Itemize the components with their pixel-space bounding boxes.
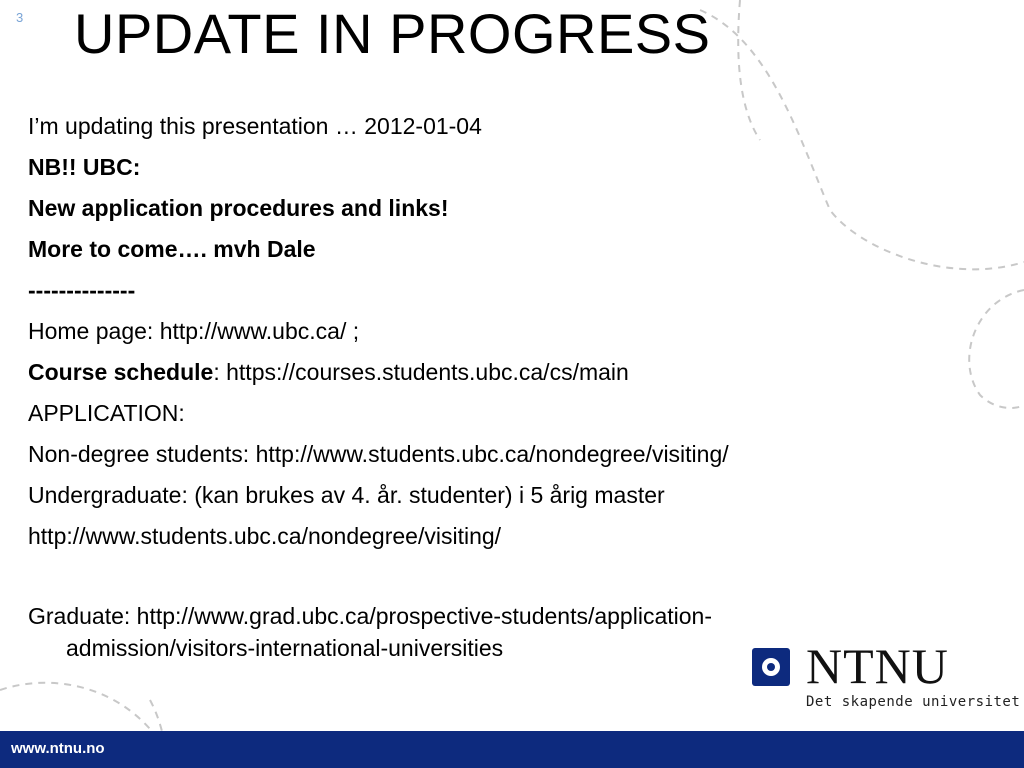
non-degree-link[interactable]: Non-degree students: http://www.students.ubc.ca/nondegree/visiting/ — [28, 441, 729, 467]
ntnu-logo — [752, 638, 1021, 718]
footer-bar — [0, 731, 1024, 768]
slide-number: 3 — [16, 10, 24, 25]
logo-tagline: Det skapende universitet — [806, 694, 1021, 710]
ntnu-emblem-icon — [752, 648, 790, 686]
new-procedures-note: New application procedures and links! — [28, 195, 449, 221]
undergraduate-note: Undergraduate: (kan brukes av 4. år. studenter) i 5 årig master — [28, 482, 665, 508]
blank-spacer — [28, 559, 928, 600]
slide-body — [28, 108, 928, 664]
application-heading: APPLICATION: — [28, 400, 185, 426]
graduate-line-2: admission/visitors-international-universities — [66, 635, 504, 661]
course-schedule-line — [28, 354, 928, 395]
footer-url-link[interactable]: www.ntnu.no — [11, 740, 105, 757]
slide-title: UPDATE IN PROGRESS — [74, 2, 711, 65]
course-schedule-label: Course schedule — [28, 359, 214, 385]
more-to-come-note: More to come…. mvh Dale — [28, 236, 316, 262]
undergraduate-link[interactable]: http://www.students.ubc.ca/nondegree/visiting/ — [28, 523, 502, 549]
home-page-link[interactable]: Home page: http://www.ubc.ca/ ; — [28, 318, 360, 344]
course-schedule-link[interactable]: : https://courses.students.ubc.ca/cs/main — [213, 359, 629, 385]
nb-ubc-heading: NB!! UBC: — [28, 154, 141, 180]
graduate-line-1: Graduate: http://www.grad.ubc.ca/prospective-students/application- — [28, 603, 712, 629]
update-note: I’m updating this presentation … 2012-01-04 — [28, 113, 482, 139]
logo-wordmark: NTNU — [806, 638, 949, 694]
separator-dashes: -------------- — [28, 277, 136, 303]
